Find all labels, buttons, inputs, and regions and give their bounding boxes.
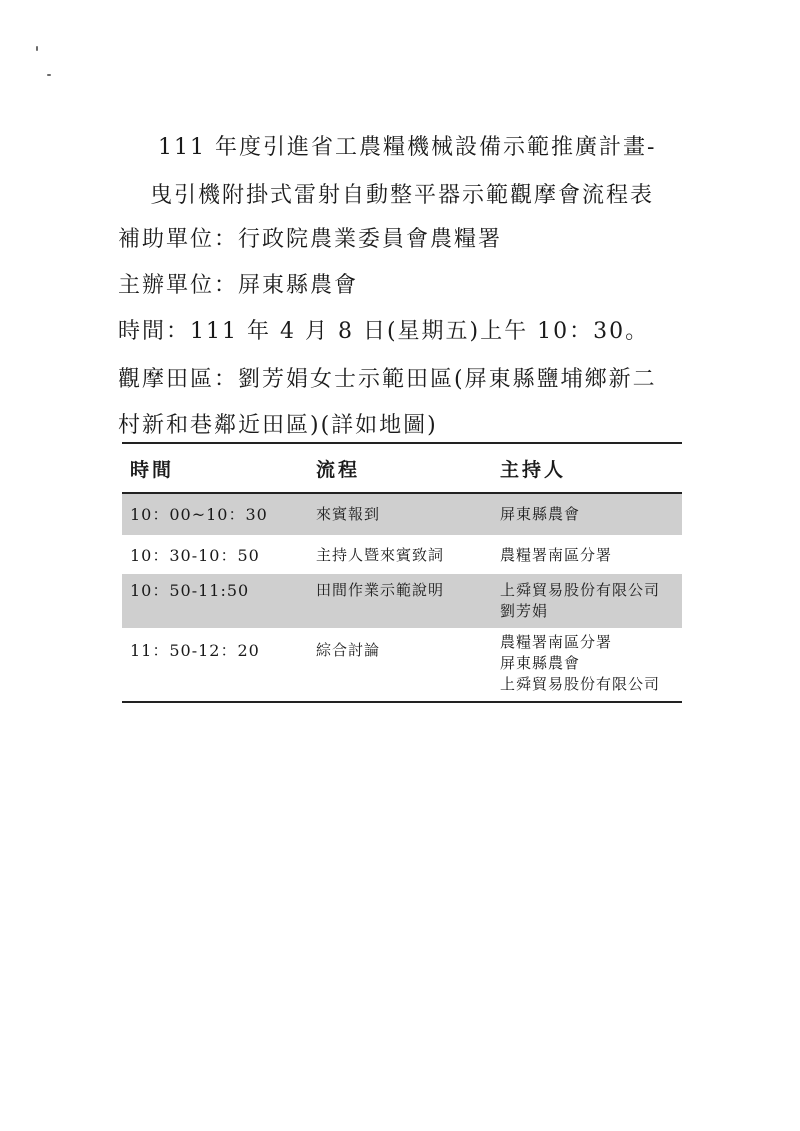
organizer-unit: 主辦單位：屏東縣農會 — [118, 273, 359, 298]
venue-line-1: 觀摩田區：劉芳娟女士示範田區(屏東縣鹽埔鄉新二 — [118, 367, 657, 392]
row-host — [492, 574, 682, 628]
row-flow: 田間作業示範說明 — [308, 574, 492, 628]
table-row — [122, 535, 682, 574]
title-line-1: 111 年度引進省工農糧機械設備示範推廣計畫- — [158, 135, 657, 160]
host-name: 屏東縣農會 — [500, 654, 581, 672]
event-time: 時間：111 年 4 月 8 日(星期五)上午 10：30。 — [118, 319, 650, 344]
row-time: 10：50-11:50 — [122, 574, 308, 628]
host-name: 上舜貿易股份有限公司 — [500, 675, 661, 693]
header-time: 時間 — [122, 443, 308, 493]
subsidy-unit: 補助單位：行政院農業委員會農糧署 — [118, 227, 503, 252]
row-time: 11：50-12：20 — [122, 628, 308, 702]
scan-speck — [47, 74, 51, 76]
venue-line-2: 村新和巷鄰近田區)(詳如地圖) — [118, 413, 438, 438]
row-host — [492, 493, 682, 535]
row-flow: 來賓報到 — [308, 493, 492, 535]
table-row — [122, 574, 682, 628]
host-name: 上舜貿易股份有限公司 — [500, 581, 661, 599]
header-flow: 流程 — [308, 443, 492, 493]
row-flow: 主持人暨來賓致詞 — [316, 546, 445, 564]
title-line-2: 曳引機附掛式雷射自動整平器示範觀摩會流程表 — [150, 183, 655, 208]
row-host — [492, 628, 682, 702]
table-row — [122, 628, 682, 702]
scan-speck — [36, 46, 38, 51]
schedule-table — [122, 442, 682, 703]
host-name: 屏東縣農會 — [500, 505, 581, 523]
row-flow: 綜合討論 — [308, 628, 492, 702]
row-time: 10：30-10：50 — [130, 546, 260, 565]
host-name: 農糧署南區分署 — [500, 546, 613, 564]
host-name: 農糧署南區分署 — [500, 633, 613, 651]
table-row — [122, 493, 682, 535]
host-name: 劉芳娟 — [500, 602, 549, 620]
row-time: 10：00~10：30 — [122, 493, 308, 535]
row-host — [492, 535, 682, 574]
header-host: 主持人 — [492, 443, 682, 493]
table-header-row — [122, 443, 682, 493]
